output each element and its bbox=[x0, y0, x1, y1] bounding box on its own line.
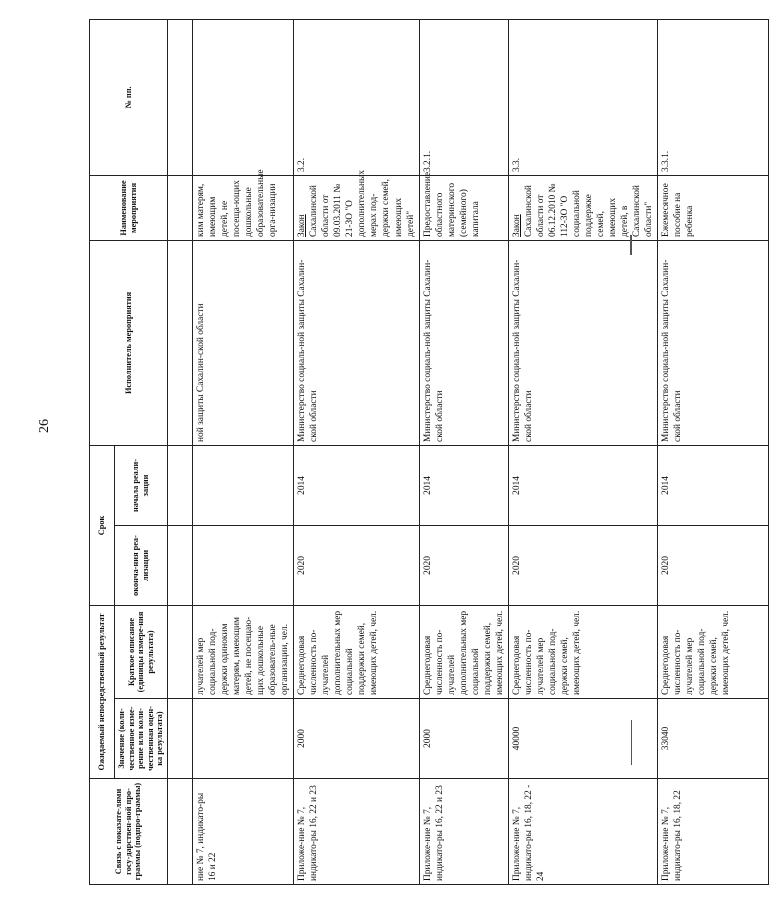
cell-start: 2014 bbox=[294, 445, 419, 525]
cell-description: Среднегодовая численность по-лучателей мер социальной под-держки семей, имеющих детей, чел. bbox=[658, 605, 769, 698]
cell-name bbox=[508, 175, 657, 240]
name-rest: Сахалинской области от 06.12.2010 № 112-ЗО "О социальной поддержке семей, имеющих детей, в Сахалинской области" bbox=[523, 183, 655, 237]
cell-value: 2000 bbox=[419, 699, 508, 779]
cell-value bbox=[193, 699, 294, 779]
name-rest: ким матерям, имеющим детей, не посеща-ющих дошкольные образовательные орга-низации bbox=[196, 169, 279, 237]
cell-link: ние № 7, индикато-ры 16 и 22 bbox=[193, 779, 294, 885]
cell-num bbox=[193, 19, 294, 175]
name-rest: Предоставление областного материнского (семейного) капитала bbox=[422, 171, 481, 237]
cell-num: 3.3.1. bbox=[658, 19, 769, 175]
cell-executor: Министерство социаль-ной защиты Сахалин-ской области bbox=[419, 240, 508, 445]
table-row bbox=[294, 19, 419, 884]
cell-link: Приложе-ние № 7, индикато-ры 16, 18, 22 - 24 bbox=[508, 779, 657, 885]
header-row-spacer bbox=[168, 19, 193, 884]
scan-artifact bbox=[630, 235, 632, 255]
header-executor: Исполнитель мероприятия bbox=[90, 240, 168, 445]
page-number: 26 bbox=[37, 419, 52, 433]
header-result-desc: Краткое описание (единицы измере-ния результата) bbox=[115, 605, 168, 698]
cell-link: Приложе-ние № 7, индикато-ры 16, 22 и 23 bbox=[419, 779, 508, 885]
cell-start bbox=[193, 445, 294, 525]
cell-description: Среднегодовая численность по-лучателей дополнительных мер социальной поддержки семей, имеющих детей, чел. bbox=[419, 605, 508, 698]
header-term-end: оконча-ния реа-лизации bbox=[115, 525, 168, 605]
cell-value: 33040 bbox=[658, 699, 769, 779]
cell-end: 2020 bbox=[419, 525, 508, 605]
name-prefix: Закон bbox=[511, 214, 522, 237]
table-row bbox=[658, 19, 769, 884]
cell-link: Приложе-ние № 7, индикато-ры 16, 22 и 23 bbox=[294, 779, 419, 885]
table-row bbox=[508, 19, 657, 884]
cell-executor: Министерство социаль-ной защиты Сахалин-ской области bbox=[658, 240, 769, 445]
cell-num: 3.2.1. bbox=[419, 19, 508, 175]
cell-link: Приложе-ние № 7, индикато-ры 16, 18, 22 bbox=[658, 779, 769, 885]
cell-start: 2014 bbox=[658, 445, 769, 525]
cell-executor: ной защиты Сахалин-ской области bbox=[193, 240, 294, 445]
cell-start: 2014 bbox=[508, 445, 657, 525]
cell-description: лучателей мер социальной под-держки одиноким матерям, имеющим детей, не посещаю-щих дошкольные образователь-ные организации, чел. bbox=[193, 605, 294, 698]
cell-executor: Министерство социаль-ной защиты Сахалин-ской области bbox=[508, 240, 657, 445]
cell-executor: Министерство социаль-ной защиты Сахалин-ской области bbox=[294, 240, 419, 445]
cell-name bbox=[294, 170, 419, 240]
cell-name bbox=[658, 175, 769, 240]
rotated-table-frame bbox=[89, 20, 732, 885]
cell-description: Среднегодовая численность по-лучателей мер социальной под-держки семей, имеющих детей, чел. bbox=[508, 605, 657, 698]
header-num: № пп. bbox=[90, 19, 168, 175]
header-result: Ожидаемый непосредственный результат bbox=[90, 605, 115, 778]
table-row bbox=[193, 19, 294, 884]
cell-value: 2000 bbox=[294, 699, 419, 779]
cell-end: 2020 bbox=[508, 525, 657, 605]
scan-artifact bbox=[631, 720, 632, 765]
table-row bbox=[419, 19, 508, 884]
header-term: Срок bbox=[90, 445, 115, 605]
cell-value: 40000 bbox=[508, 699, 657, 779]
header-result-value: Значение (коли-чественное изме-рение или коли-чественная оцен-ка результата) bbox=[115, 699, 168, 779]
cell-end: 2020 bbox=[294, 525, 419, 605]
header-row-top bbox=[90, 19, 115, 884]
name-rest: Сахалинской области от 09.03.2011 № 21-ЗО "О дополнительных мерах под-держки семей, имеющих детей" bbox=[309, 170, 416, 237]
header-link: Связь с показате-лями госу-дарствен-ной про-граммы (подпро-граммы) bbox=[90, 779, 168, 885]
cell-num: 3.2. bbox=[294, 19, 419, 175]
cell-description: Среднегодовая численность по-лучателей дополнительных мер социальной поддержки семей, имеющих детей, чел. bbox=[294, 605, 419, 698]
measures-table bbox=[89, 19, 769, 885]
name-rest: Ежемесячное пособие на ребенка bbox=[661, 183, 696, 237]
header-name: Наименование мероприятия bbox=[90, 175, 168, 240]
cell-end: 2020 bbox=[658, 525, 769, 605]
cell-name bbox=[419, 171, 508, 240]
cell-start: 2014 bbox=[419, 445, 508, 525]
cell-num: 3.3. bbox=[508, 19, 657, 175]
name-prefix: Закон bbox=[297, 214, 308, 237]
header-term-start: начала реали-зации bbox=[115, 445, 168, 525]
cell-end bbox=[193, 525, 294, 605]
cell-name bbox=[193, 169, 294, 240]
